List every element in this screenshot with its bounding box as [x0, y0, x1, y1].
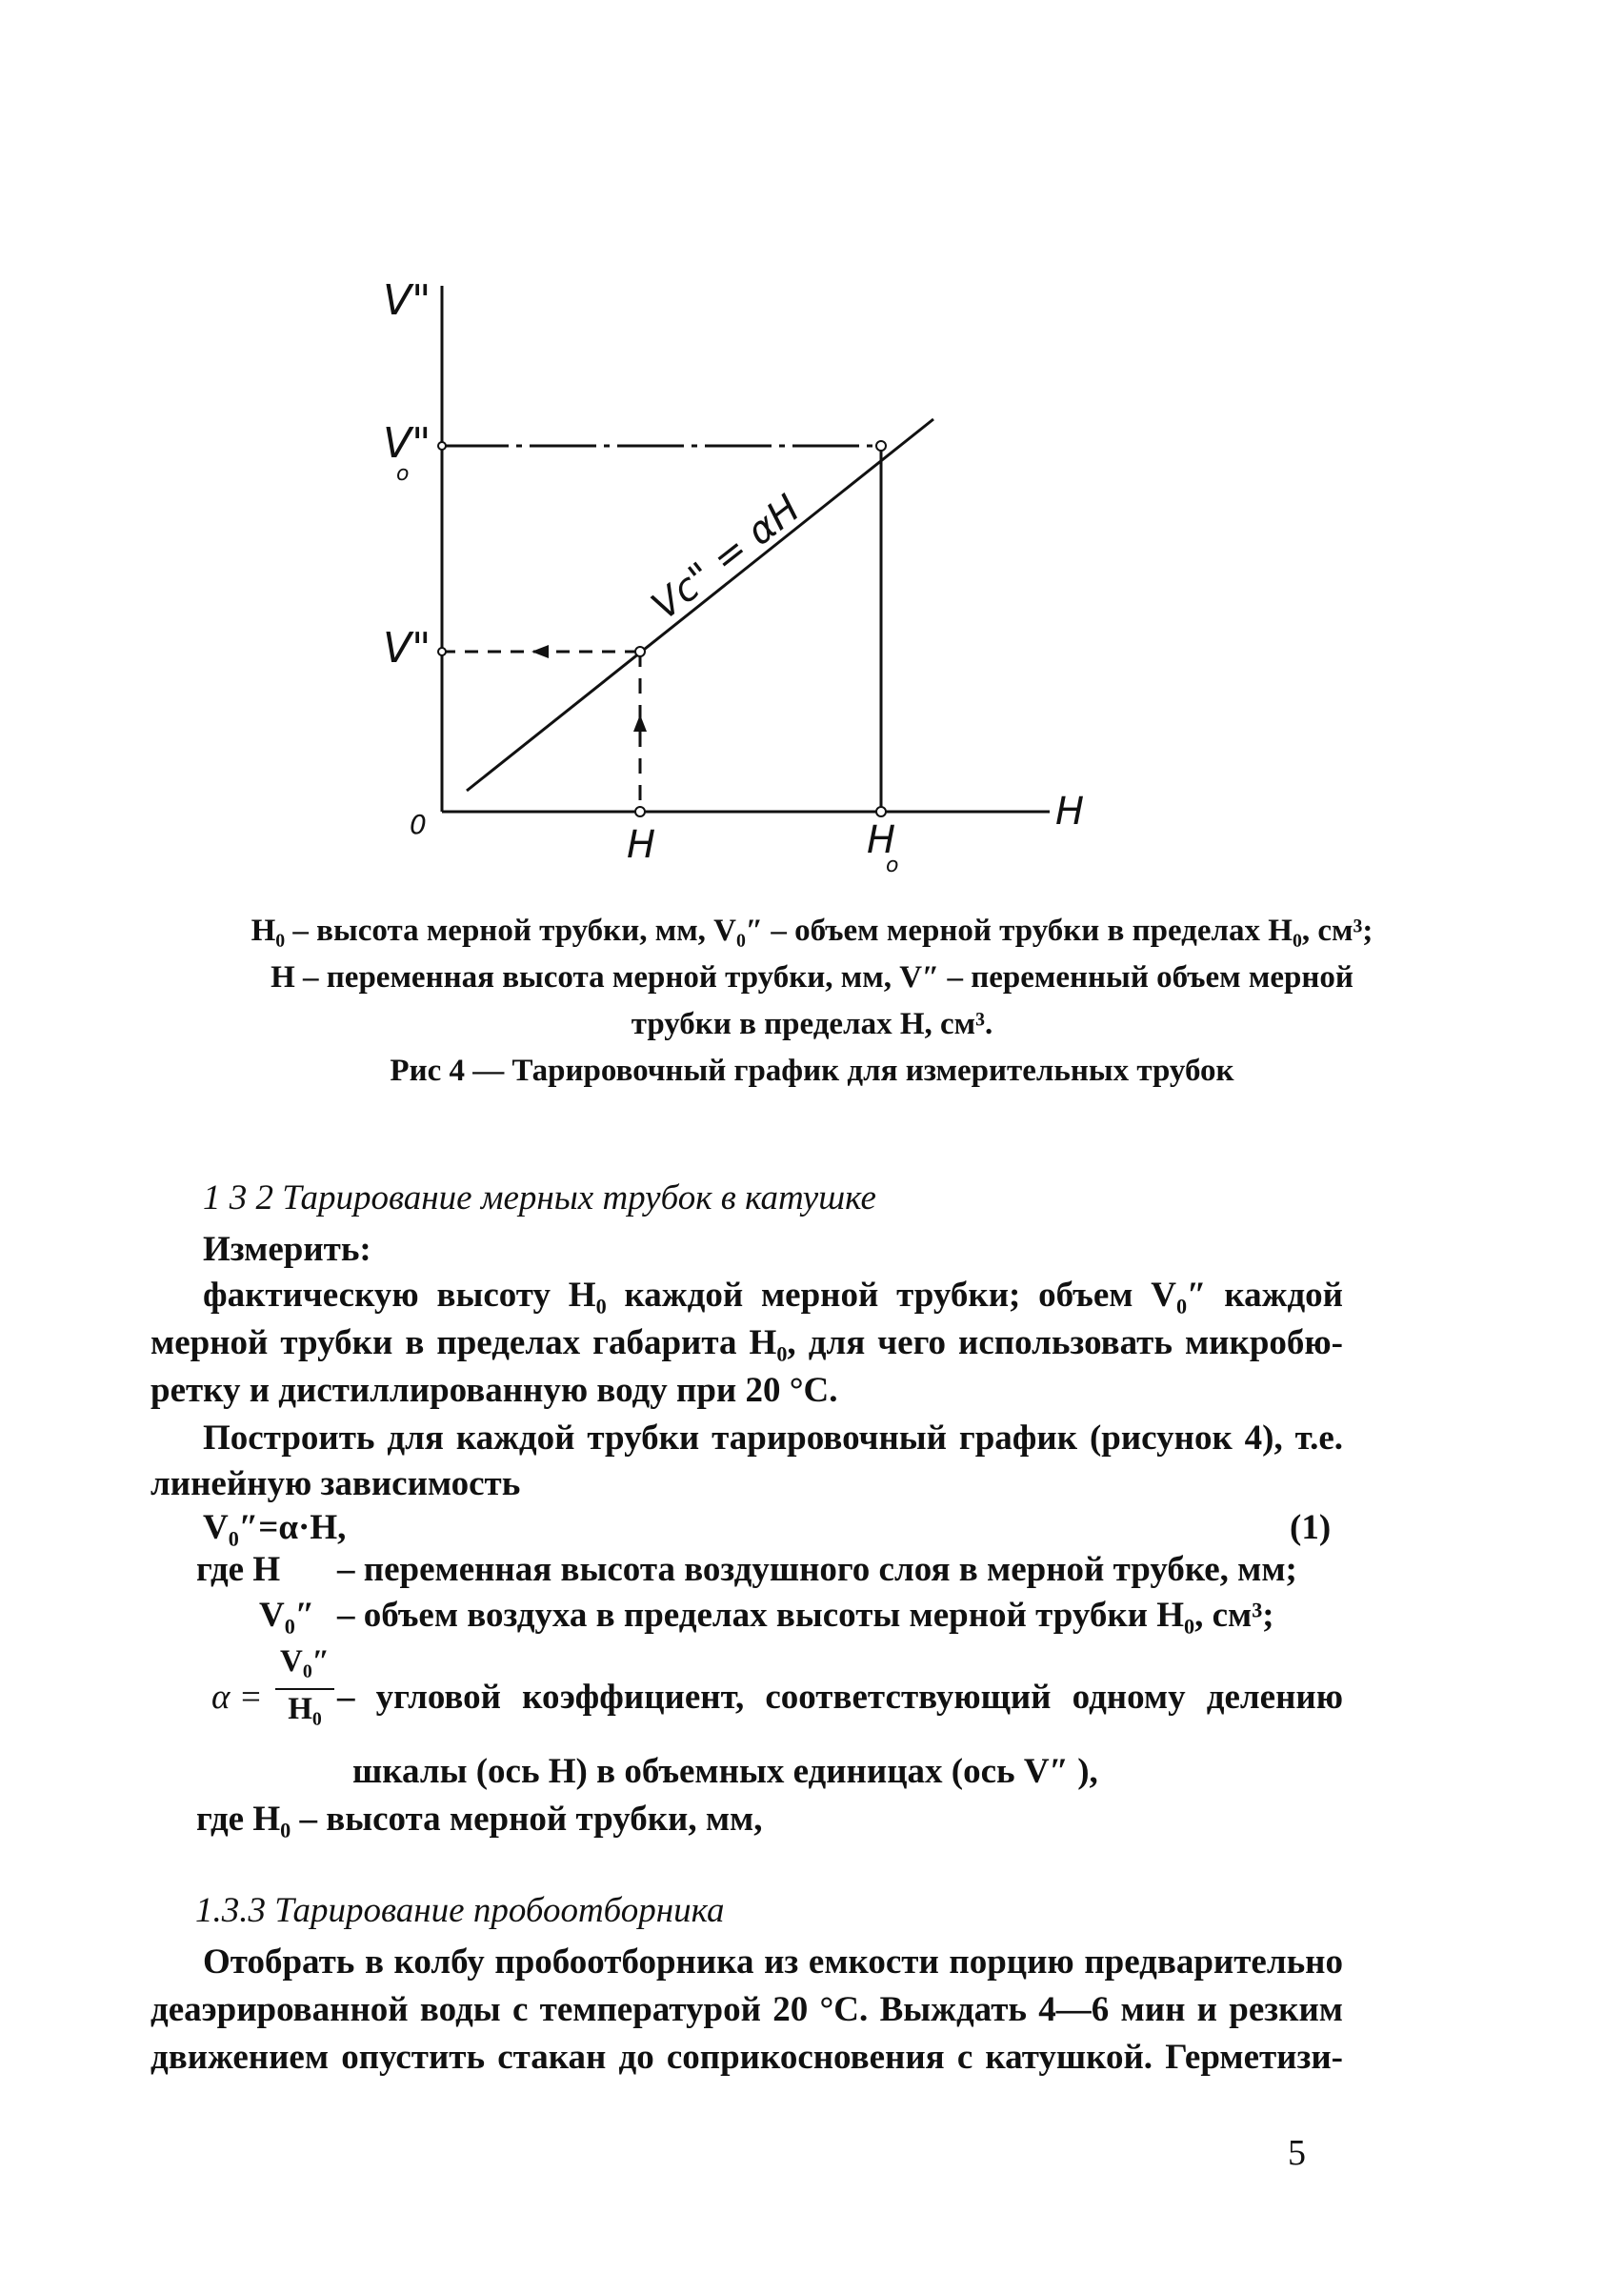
alpha-numerator: V₀″ [280, 1644, 330, 1679]
v0-point [438, 442, 446, 450]
alpha-symbol: α = [211, 1678, 263, 1717]
section-133-line3: движением опустить стакан до соприкосновения с катушкой. Герметизи- [150, 2038, 1343, 2077]
origin-label: 0 [410, 809, 427, 840]
where-h-symbol: где H [196, 1550, 281, 1589]
para2-line1: Построить для каждой трубки тарировочный график (рисунок 4), т.е. [203, 1419, 1343, 1458]
h-label: H [627, 823, 656, 867]
alpha-denominator: H₀ [288, 1692, 322, 1726]
where-h0: где H₀ – высота мерной трубки, мм, [196, 1800, 763, 1839]
caption-line-1: H₀ – высота мерной трубки, мм, V₀″ – объем мерной трубки в пределах H₀, см³; [251, 914, 1373, 948]
where-h-text: – переменная высота воздушного слоя в мерной трубке, мм; [337, 1550, 1297, 1589]
alpha-text-2: шкалы (ось H) в объемных единицах (ось V″ ), [352, 1752, 1098, 1791]
para1-line1: фактическую высоту H₀ каждой мерной трубки; объем V₀″ каждой [203, 1276, 1343, 1315]
section-133-line1: Отобрать в колбу пробоотборника из емкости порцию предварительно [203, 1942, 1343, 1982]
left-arrow-icon [531, 645, 549, 658]
h-point [635, 807, 645, 816]
calibration-figure [362, 257, 1143, 876]
section-133-line2: деаэрированной воды с температурой 20 °С. Выждать 4—6 мин и резким [150, 1990, 1343, 2029]
para2-line2: линейную зависимость [150, 1464, 521, 1503]
v0h0-point [876, 441, 886, 451]
para1-line2: мерной трубки в пределах габарита H₀, для чего использовать микробю- [150, 1323, 1343, 1362]
where-v0-text: – объем воздуха в пределах высоты мерной трубки H₀, см³; [337, 1596, 1274, 1635]
caption-line-2: H – переменная высота мерной трубки, мм, V″ – переменный объем мерной [271, 960, 1353, 995]
v-point [438, 648, 446, 655]
vh-point [635, 647, 645, 656]
v0-label-sub: o [396, 462, 410, 486]
section-133-heading: 1.3.3 Тарирование пробоотборника [195, 1891, 725, 1930]
where-v0-symbol: V₀″ [259, 1596, 315, 1635]
y-axis-label: V" [383, 276, 431, 325]
alpha-fraction-bar [275, 1688, 334, 1690]
formula-1: V₀″=α·H, [203, 1508, 347, 1547]
page-number: 5 [1288, 2133, 1306, 2173]
line-equation-label: Vc" = αH [643, 486, 809, 629]
section-132-heading: 1 3 2 Тарирование мерных трубок в катушке [203, 1178, 876, 1217]
up-arrow-icon [633, 714, 647, 732]
h0-label-sub: o [886, 854, 899, 876]
measure-label: Измерить: [203, 1230, 371, 1269]
v-label: V" [383, 624, 431, 673]
h0-point [876, 807, 886, 816]
para1-line3: ретку и дистиллированную воду при 20 °С. [150, 1371, 838, 1410]
v0-label: V" [383, 419, 431, 468]
h0-label: H [867, 818, 896, 862]
caption-line-3: трубки в пределах H, см³. [631, 1007, 993, 1041]
formula-number: (1) [1290, 1508, 1332, 1547]
figure-title: Рис 4 — Тарировочный график для измерительных трубок [390, 1054, 1234, 1088]
x-axis-label: H [1055, 790, 1085, 834]
alpha-text: – угловой коэффициент, соответствующий одному делению [337, 1678, 1343, 1717]
